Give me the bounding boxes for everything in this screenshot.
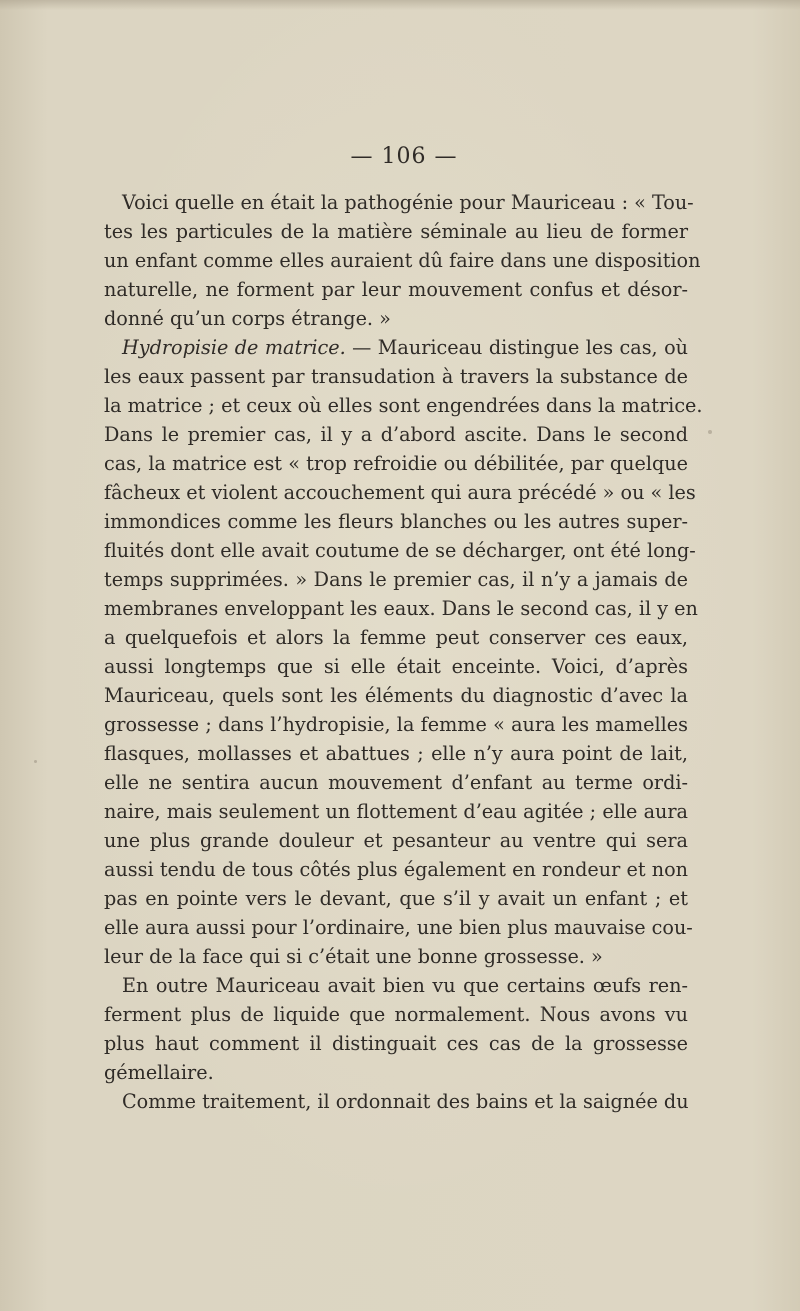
text-line: plus haut comment il distinguait ces cas de la grossesse [104, 1032, 688, 1055]
paragraph-pathogenie [104, 188, 701, 333]
text-line: leur de la face qui si c’était une bonne grossesse. » [104, 945, 603, 968]
text-line: naturelle, ne forment par leur mouvement confus et désor- [104, 278, 688, 301]
paragraph-hydropisie [104, 333, 703, 971]
text-line: En outre Mauriceau avait bien vu que certains œufs ren- [122, 974, 688, 997]
text-line: naire, mais seulement un flottement d’eau agitée ; elle aura [104, 800, 688, 823]
text-line: pas en pointe vers le devant, que s’il y avait un enfant ; et [104, 887, 688, 910]
text-line [104, 333, 688, 362]
text-line: la matrice ; et ceux où elles sont engendrées dans la matrice. [104, 394, 703, 417]
text-line: Mauriceau, quels sont les éléments du diagnostic d’avec la [104, 684, 688, 707]
text-line: fluités dont elle avait coutume de se décharger, ont été long- [104, 539, 696, 562]
text-line: a quelquefois et alors la femme peut conserver ces eaux, [104, 626, 688, 649]
text-line: cas, la matrice est « trop refroidie ou débilitée, par quelque [104, 452, 688, 475]
paper-spot [708, 430, 712, 434]
text-line: immondices comme les fleurs blanches ou les autres super- [104, 510, 688, 533]
text-line: temps supprimées. » Dans le premier cas, il n’y a jamais de [104, 568, 688, 591]
paragraph-traitement [104, 1087, 688, 1116]
text-line: Voici quelle en était la pathogénie pour Mauriceau : « Tou- [122, 191, 694, 214]
text-line: Comme traitement, il ordonnait des bains et la saignée du [122, 1090, 689, 1113]
text-line: membranes enveloppant les eaux. Dans le second cas, il y en [104, 597, 698, 620]
paper-spot [34, 760, 37, 763]
text-line: donné qu’un corps étrange. » [104, 307, 391, 330]
text-line: gémellaire. [104, 1061, 214, 1084]
page-number: — 106 — [350, 144, 458, 169]
text-line: tes les particules de la matière séminale au lieu de former [104, 220, 688, 243]
page-top-edge [0, 0, 800, 10]
text-line: aussi longtemps que si elle était enceinte. Voici, d’après [104, 655, 688, 678]
text-line: les eaux passent par transudation à travers la substance de [104, 365, 688, 388]
text-line: flasques, mollasses et abattues ; elle n’y aura point de lait, [104, 742, 688, 765]
text-line: grossesse ; dans l’hydropisie, la femme « aura les mamelles [104, 713, 688, 736]
paragraph-oeufs [104, 971, 688, 1087]
text-line: aussi tendu de tous côtés plus également en rondeur et non [104, 858, 688, 881]
text-line: une plus grande douleur et pesanteur au ventre qui sera [104, 829, 688, 852]
text-line: fâcheux et violent accouchement qui aura précédé » ou « les [104, 481, 696, 504]
text-line: Dans le premier cas, il y a d’abord ascite. Dans le second [104, 423, 688, 446]
text-line: elle aura aussi pour l’ordinaire, une bien plus mauvaise cou- [104, 916, 693, 939]
section-heading: Hydropisie de matrice. [122, 336, 346, 359]
text-line-continuation: — Mauriceau distingue les cas, où [345, 336, 688, 359]
text-line: elle ne sentira aucun mouvement d’enfant au terme ordi- [104, 771, 688, 794]
body-text [104, 188, 703, 1116]
text-line: ferment plus de liquide que normalement. Nous avons vu [104, 1003, 688, 1026]
text-line: un enfant comme elles auraient dû faire dans une disposition [104, 249, 701, 272]
